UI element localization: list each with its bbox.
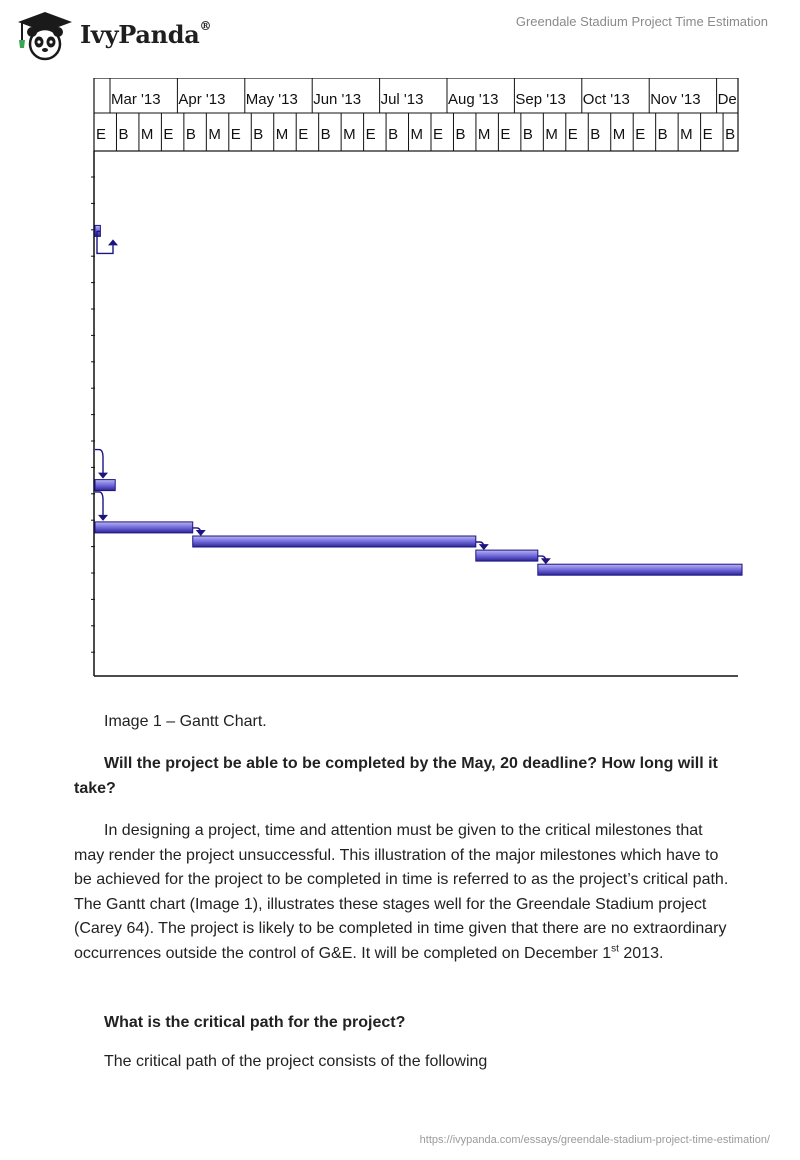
month-label: Nov '13 <box>650 91 701 108</box>
period-label: M <box>410 126 424 143</box>
month-label: Mar '13 <box>111 91 161 108</box>
gantt-tasks <box>95 225 742 575</box>
month-label: Oct '13 <box>582 91 630 108</box>
ordinal-suffix: st <box>611 943 619 955</box>
dependency-link <box>95 492 103 516</box>
brand-name[interactable]: IvyPanda® <box>80 19 212 49</box>
question-heading-1 <box>74 752 734 801</box>
period-label: B <box>590 126 601 143</box>
month-label: De <box>717 91 737 108</box>
period-label: B <box>118 126 129 143</box>
month-label: Jun '13 <box>313 91 362 108</box>
period-label: B <box>657 126 668 143</box>
dependency-arrow <box>108 239 118 245</box>
period-label: B <box>725 126 736 143</box>
dependency-arrow <box>98 515 108 521</box>
period-label: E <box>298 126 309 143</box>
period-label: E <box>433 126 444 143</box>
paragraph-1-text: In designing a project, time and attention must be given to the critical milestones that may render the project unsuccessful. This illustration of the major milestones which have to be achieved for the project to be completed in time is referred to as the project’s critical path. The Gantt chart (Image 1), illustrates these stages well for the Greendale Stadium project (Carey 64). The project is likely to be completed in time given that there are no extraordinary occurrences outside the control of G&E. It will be completed on December 1 <box>74 822 729 962</box>
source-url[interactable]: https://ivypanda.com/essays/greendale-stadium-project-time-estimation/ <box>419 1134 770 1146</box>
period-label: B <box>388 126 399 143</box>
paragraph-2: The critical path of the project consists of the following <box>104 1053 488 1070</box>
period-label: M <box>208 126 221 143</box>
period-label: M <box>343 126 356 143</box>
gantt-dependency-links <box>95 231 551 564</box>
period-label: E <box>365 126 376 143</box>
period-label: B <box>185 126 196 143</box>
period-label: E <box>230 126 241 143</box>
period-label: E <box>96 126 107 143</box>
period-label: M <box>545 126 558 143</box>
document-title: Greendale Stadium Project Time Estimation <box>515 14 768 29</box>
period-label: E <box>500 126 511 143</box>
month-label: Aug '13 <box>448 91 499 108</box>
period-label: M <box>477 126 491 143</box>
period-label: M <box>140 126 154 143</box>
gantt-chart <box>88 78 748 684</box>
paragraph-1-end: 2013. <box>618 944 664 962</box>
period-label: B <box>522 126 533 143</box>
figure-caption: Image 1 – Gantt Chart. <box>104 713 267 730</box>
dependency-arrow <box>541 558 551 564</box>
period-label: B <box>455 126 466 143</box>
question-1-text: Will the project be able to be completed by the May, 20 deadline? How long will it take? <box>74 755 718 797</box>
panda-logo-icon[interactable] <box>14 8 76 62</box>
period-label: E <box>702 126 713 143</box>
question-heading-2: What is the critical path for the project? <box>104 1014 406 1031</box>
period-label: M <box>275 126 289 143</box>
header <box>0 0 800 70</box>
period-label: B <box>253 126 264 143</box>
month-label: Jul '13 <box>380 91 424 108</box>
dependency-arrow <box>98 473 108 479</box>
task-bar <box>476 550 538 561</box>
period-label: E <box>635 126 646 143</box>
period-label: E <box>567 126 578 143</box>
month-label: Sep '13 <box>515 91 566 108</box>
gantt-row-axis <box>91 151 738 676</box>
period-label: B <box>320 126 331 143</box>
task-bar <box>95 480 115 491</box>
dependency-link <box>95 450 103 474</box>
task-bar <box>193 536 476 547</box>
period-label: M <box>680 126 693 143</box>
period-label: E <box>163 126 174 143</box>
task-bar <box>538 564 742 575</box>
gantt-header <box>94 78 738 151</box>
dependency-arrow <box>479 544 489 550</box>
paragraph-1 <box>74 819 734 967</box>
task-bar <box>95 522 193 533</box>
period-label: M <box>612 126 626 143</box>
dependency-arrow <box>196 530 206 536</box>
month-label: May '13 <box>245 91 298 108</box>
month-label: Apr '13 <box>178 91 226 108</box>
